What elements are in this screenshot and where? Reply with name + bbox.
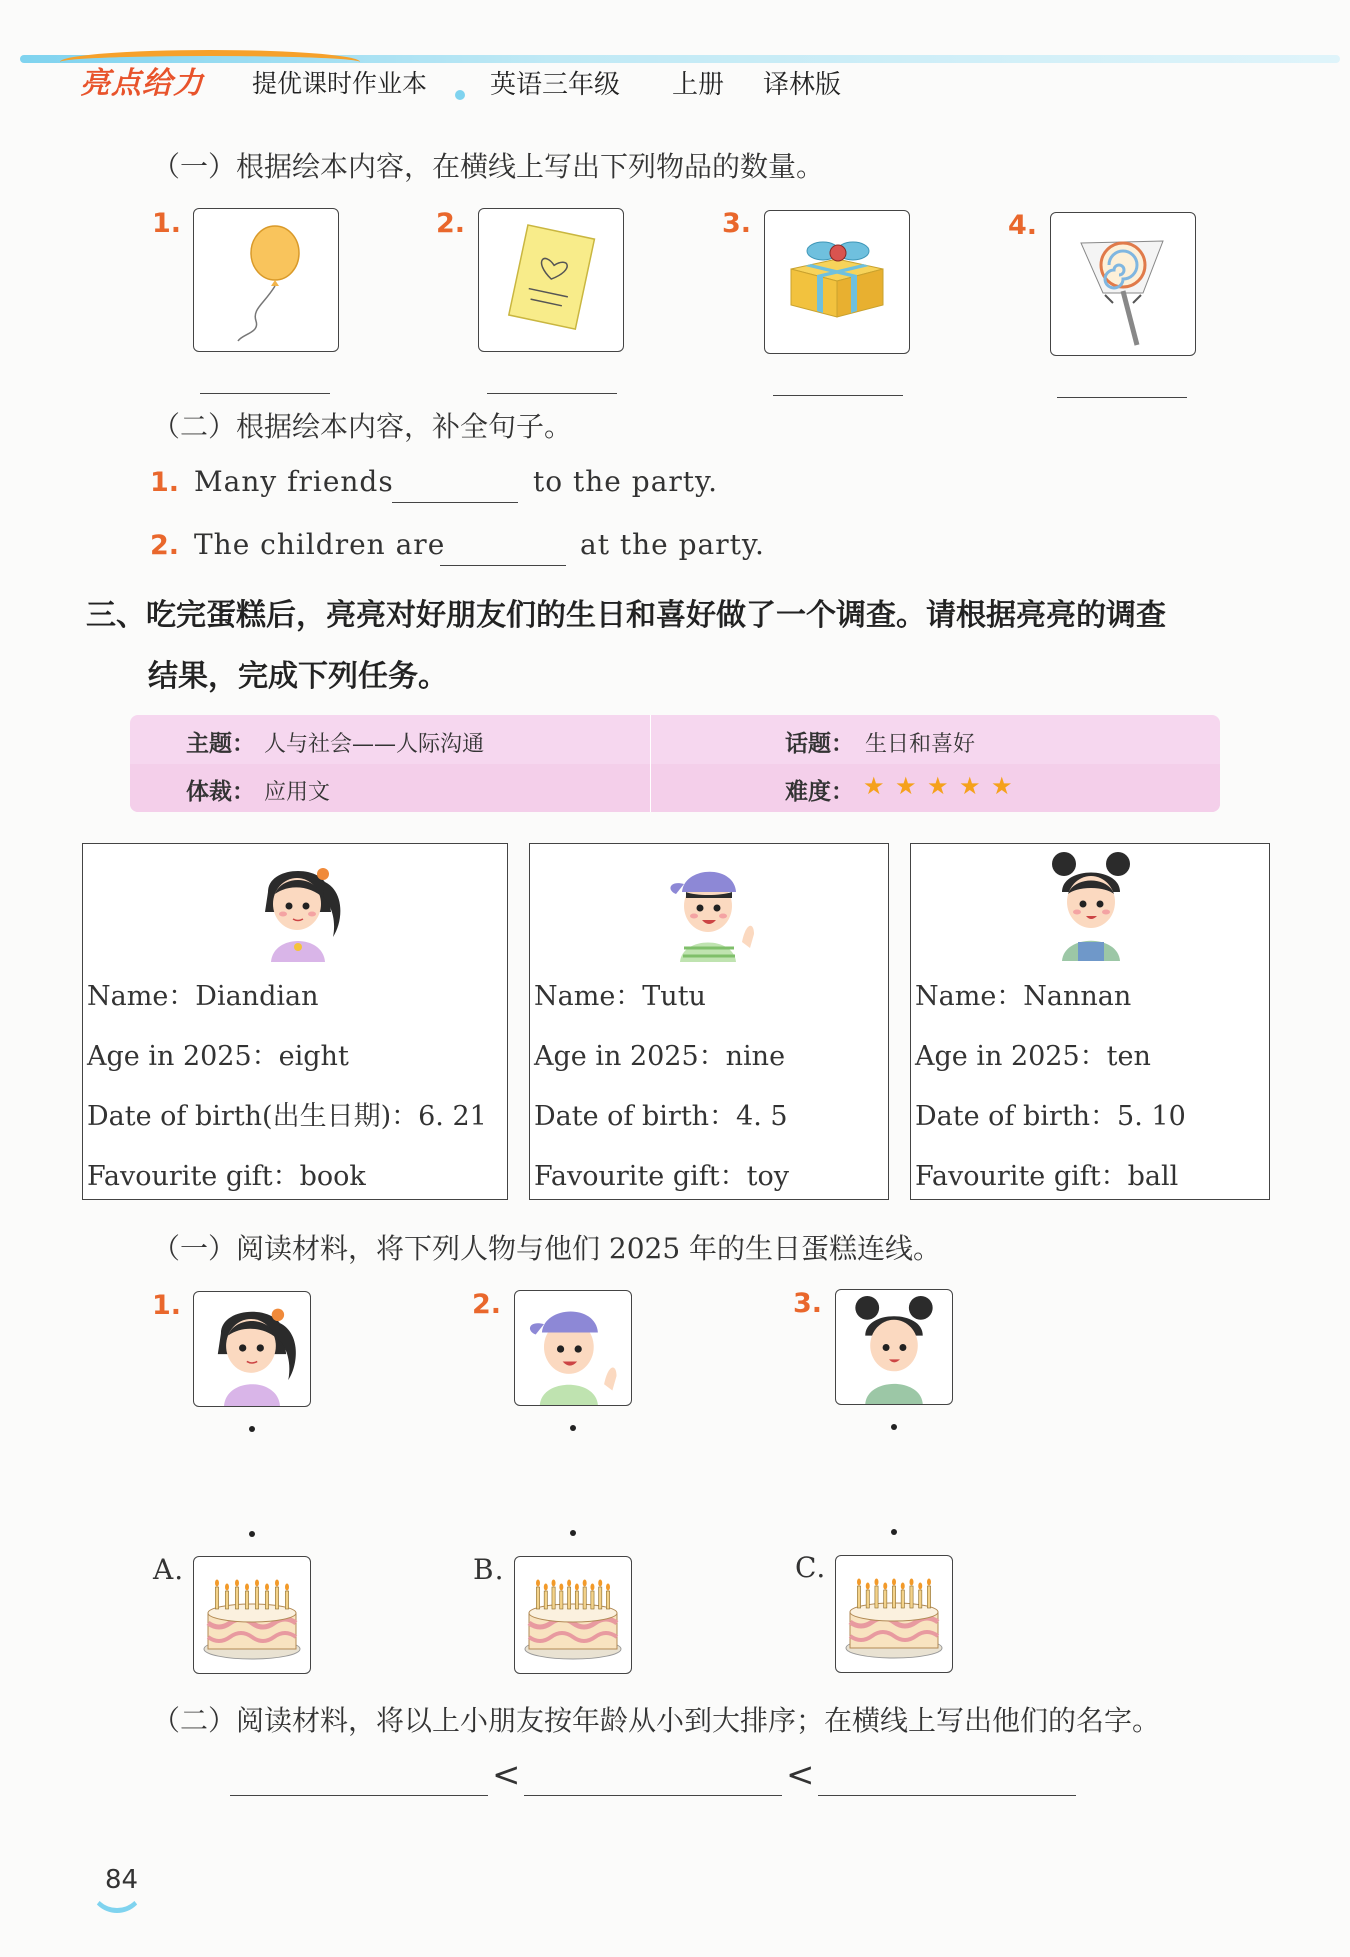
candle-flame <box>866 1583 870 1590</box>
section-title-complete: （二）根据绘本内容，补全句子。 <box>152 410 573 443</box>
boy-cap-avatar <box>662 852 762 962</box>
candle <box>285 1591 288 1609</box>
series-title: 提优课时作业本 <box>252 69 428 98</box>
theme-label: 主题： <box>186 731 255 757</box>
star-icon: ★ <box>959 772 981 800</box>
cake-label-c: C. <box>795 1551 827 1584</box>
card1-name: Name：Diandian <box>87 981 319 1012</box>
candle-flame <box>552 1580 556 1587</box>
cake-c-dot[interactable] <box>891 1529 897 1535</box>
order-blank-3[interactable] <box>818 1795 1076 1796</box>
card3-gift: Favourite gift：ball <box>915 1161 1179 1192</box>
cake-label-b: B. <box>473 1553 505 1586</box>
subject-title: 英语三年级 <box>490 70 621 100</box>
order-blank-1[interactable] <box>230 1795 488 1796</box>
edition-title: 译林版 <box>763 70 842 100</box>
candle <box>599 1587 602 1609</box>
candle-flame <box>583 1580 587 1587</box>
less-than-sign-2: < <box>786 1755 815 1795</box>
answer-blank-4[interactable] <box>1057 397 1187 398</box>
sentence-number-1: 1. <box>150 467 180 498</box>
cake-label-a: A. <box>153 1553 185 1586</box>
answer-blank-3[interactable] <box>773 395 903 396</box>
sentence-1-end: to the party. <box>533 465 719 498</box>
candle-flame <box>910 1579 914 1586</box>
difficulty-label: 难度： <box>785 779 854 805</box>
header-dot <box>455 90 465 100</box>
candle-flame <box>536 1580 540 1587</box>
candle <box>875 1586 878 1608</box>
person-picture-2 <box>514 1290 632 1406</box>
candle <box>892 1586 895 1608</box>
girl-ponytail-avatar <box>194 1292 310 1406</box>
candle <box>552 1587 555 1609</box>
section-title-quantity: （一）根据绘本内容，在横线上写出下列物品的数量。 <box>152 150 825 183</box>
item-number-4: 4. <box>1008 210 1038 241</box>
sentence-1-blank[interactable] <box>392 502 518 503</box>
card1-dob: Date of birth(出生日期)：6. 21 <box>87 1101 487 1132</box>
candle-flame <box>575 1584 579 1591</box>
candle <box>560 1591 563 1609</box>
candle <box>910 1586 913 1608</box>
card-icon <box>479 209 623 351</box>
person-number-2: 2. <box>472 1289 502 1320</box>
page-number: 84 <box>105 1865 139 1895</box>
candle-flame <box>559 1584 563 1591</box>
candle <box>606 1591 609 1609</box>
card3-age: Age in 2025：ten <box>915 1041 1151 1072</box>
person-number-3: 3. <box>793 1288 823 1319</box>
sentence-number-2: 2. <box>150 530 180 561</box>
less-than-sign-1: < <box>492 1755 521 1795</box>
candle-flame <box>567 1580 571 1587</box>
candle <box>568 1587 571 1609</box>
candle-flame <box>857 1579 861 1586</box>
card1-age: Age in 2025：eight <box>87 1041 349 1072</box>
part3-title-line2: 结果，完成下列任务。 <box>148 659 448 694</box>
cake-b-dot[interactable] <box>570 1530 576 1536</box>
sentence-2-end: at the party. <box>580 528 765 561</box>
gift-box-picture <box>764 210 910 354</box>
item-number-3: 3. <box>722 208 752 239</box>
person-3-dot[interactable] <box>891 1424 897 1430</box>
card2-name: Name：Tutu <box>534 981 706 1012</box>
brand-logo: 亮点给力 <box>80 66 204 101</box>
candle <box>235 1587 238 1609</box>
candle <box>919 1590 922 1608</box>
candle-flame <box>235 1580 239 1587</box>
candle-flame <box>883 1583 887 1590</box>
difficulty-stars <box>863 772 1023 802</box>
candle-flame <box>215 1580 219 1587</box>
star-icon: ★ <box>927 772 949 800</box>
candle-flame <box>285 1584 289 1591</box>
candle <box>255 1587 258 1609</box>
candle-flame <box>892 1579 896 1586</box>
candle <box>215 1587 218 1609</box>
cake-picture-b <box>514 1556 632 1674</box>
answer-blank-2[interactable] <box>487 393 617 394</box>
candle <box>591 1591 594 1609</box>
candle-flame <box>927 1579 931 1586</box>
person-2-dot[interactable] <box>570 1425 576 1431</box>
candle <box>583 1587 586 1609</box>
cake-a-dot[interactable] <box>249 1531 255 1537</box>
card2-gift: Favourite gift：toy <box>534 1161 789 1192</box>
topic-value: 生日和喜好 <box>865 732 976 757</box>
item-number-2: 2. <box>436 208 466 239</box>
candle-flame <box>918 1583 922 1590</box>
card3-name: Name：Nannan <box>915 981 1132 1012</box>
star-icon: ★ <box>863 772 885 800</box>
star-icon: ★ <box>991 772 1013 800</box>
candle-flame <box>225 1584 229 1591</box>
candle <box>901 1590 904 1608</box>
candle-flame <box>255 1580 259 1587</box>
candle <box>866 1590 869 1608</box>
candle <box>857 1586 860 1608</box>
gift-box-icon <box>765 211 909 353</box>
candle <box>225 1591 228 1609</box>
card-picture <box>478 208 624 352</box>
balloon-picture <box>193 208 339 352</box>
candle <box>575 1591 578 1609</box>
candle-flame <box>598 1580 602 1587</box>
order-blank-2[interactable] <box>524 1795 782 1796</box>
card1-gift: Favourite gift：book <box>87 1161 366 1192</box>
genre-label: 体裁： <box>186 779 255 805</box>
candle-flame <box>590 1584 594 1591</box>
cake-picture-a <box>193 1556 311 1674</box>
info-band <box>130 715 1220 812</box>
candle-flame <box>275 1580 279 1587</box>
lollipop-icon <box>1051 213 1195 355</box>
candle <box>265 1591 268 1609</box>
birthday-cake-icon <box>515 1557 631 1673</box>
profile-card-tutu <box>529 843 889 1200</box>
girl-buns-avatar <box>836 1290 952 1404</box>
topic-label: 话题： <box>785 731 854 757</box>
card2-age: Age in 2025：nine <box>534 1041 786 1072</box>
candle <box>275 1587 278 1609</box>
candle-flame <box>245 1584 249 1591</box>
card3-dob: Date of birth：5. 10 <box>915 1101 1186 1132</box>
sentence-2-blank[interactable] <box>440 565 566 566</box>
balloon-icon <box>194 209 338 351</box>
birthday-cake-icon <box>194 1557 310 1673</box>
section-title-order: （二）阅读材料，将以上小朋友按年龄从小到大排序；在横线上写出他们的名字。 <box>152 1704 1161 1737</box>
person-picture-1 <box>193 1291 311 1407</box>
lollipop-picture <box>1050 212 1196 356</box>
item-number-1: 1. <box>152 208 182 239</box>
candle-flame <box>901 1583 905 1590</box>
candle <box>884 1590 887 1608</box>
theme-value: 人与社会——人际沟通 <box>264 732 485 757</box>
candle-flame <box>544 1584 548 1591</box>
candle-flame <box>265 1584 269 1591</box>
sentence-2-start: The children are <box>194 528 446 561</box>
answer-blank-1[interactable] <box>200 393 330 394</box>
candle-flame <box>875 1579 879 1586</box>
info-band-divider <box>650 715 651 812</box>
card2-dob: Date of birth：4. 5 <box>534 1101 788 1132</box>
girl-ponytail-avatar <box>253 852 343 962</box>
profile-card-nannan <box>910 843 1270 1200</box>
part3-title-line1: 三、吃完蛋糕后，亮亮对好朋友们的生日和喜好做了一个调查。请根据亮亮的调查 <box>86 598 1166 633</box>
volume-title: 上册 <box>672 70 725 100</box>
candle <box>927 1586 930 1608</box>
person-1-dot[interactable] <box>249 1426 255 1432</box>
person-picture-3 <box>835 1289 953 1405</box>
girl-buns-avatar <box>1046 846 1136 961</box>
section-title-matching: （一）阅读材料，将下列人物与他们 2025 年的生日蛋糕连线。 <box>152 1232 942 1265</box>
birthday-cake-icon <box>836 1556 952 1672</box>
candle-flame <box>606 1584 610 1591</box>
cake-picture-c <box>835 1555 953 1673</box>
person-number-1: 1. <box>152 1290 182 1321</box>
profile-card-diandian <box>82 843 508 1200</box>
candle <box>544 1591 547 1609</box>
candle <box>245 1591 248 1609</box>
boy-cap-avatar <box>515 1291 631 1405</box>
sentence-1-start: Many friends <box>194 465 394 498</box>
genre-value: 应用文 <box>264 780 331 805</box>
candle <box>536 1587 539 1609</box>
star-icon: ★ <box>895 772 917 800</box>
